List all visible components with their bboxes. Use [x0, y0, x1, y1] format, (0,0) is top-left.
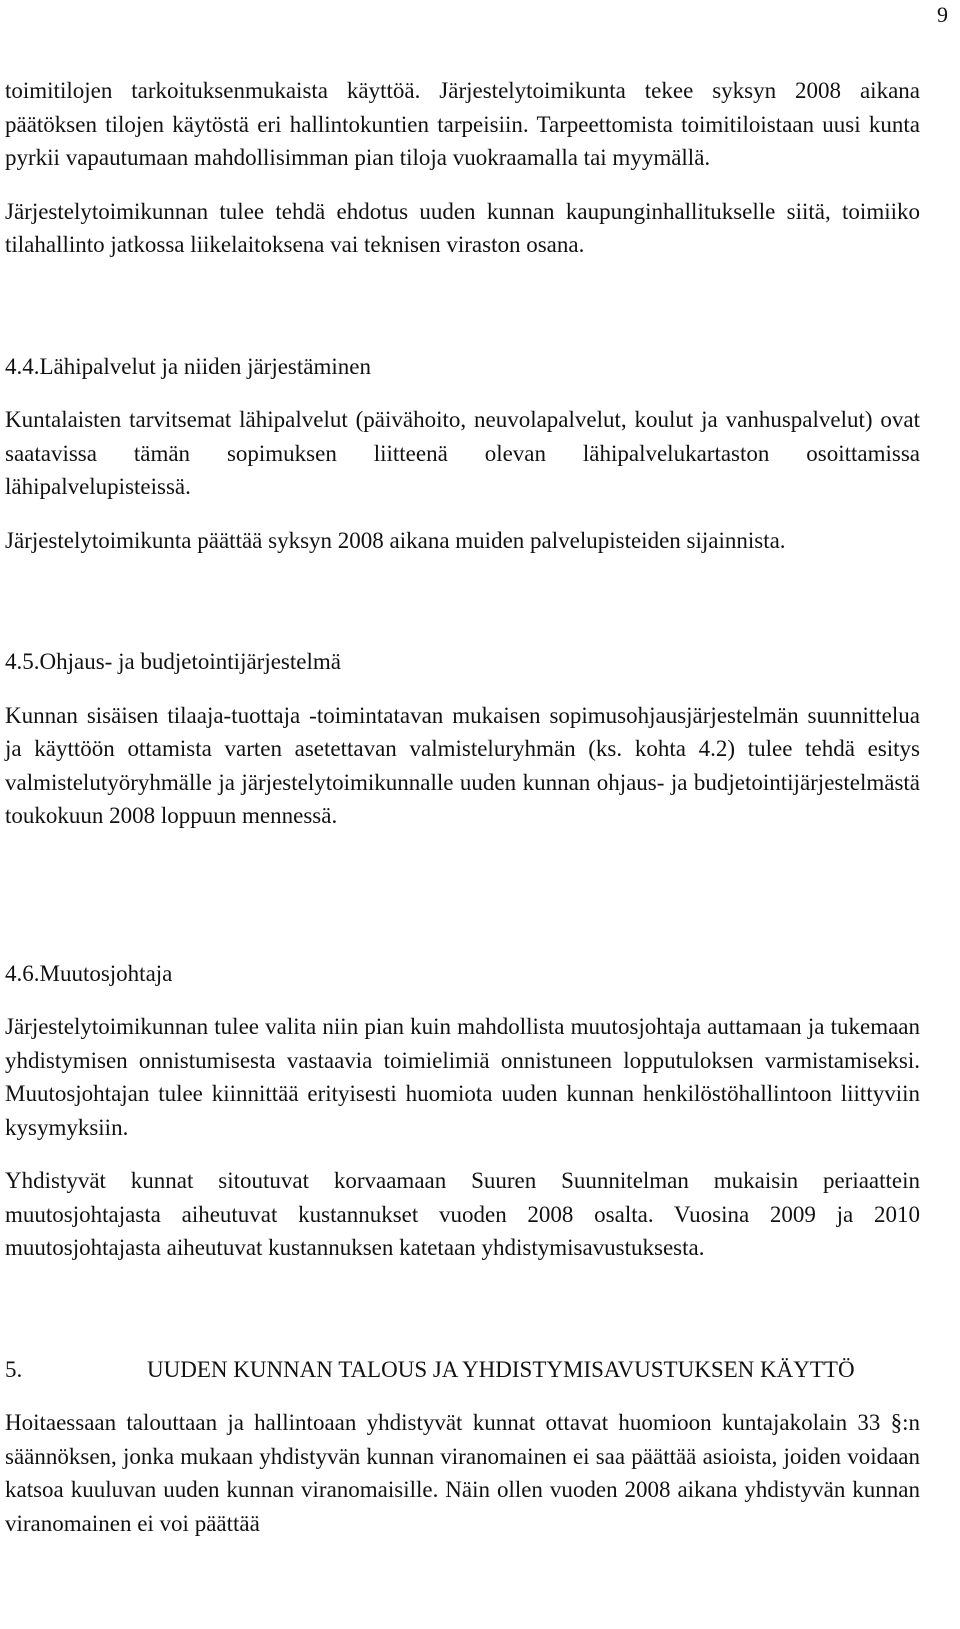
paragraph-premises-usage: toimitilojen tarkoituksenmukaista käyttöä. Järjestelytoimikunta tekee syksyn 2008 aikana päätöksen tilojen käytöstä eri hallintokuntien tarpeisiin. Tarpeettomista toimitiloistaan uusi kunta pyrkii vapautumaan mahdollisimman pian tiloja vuokraamalla tai myymällä. — [5, 78, 920, 170]
paragraph-change-manager-costs: Yhdistyvät kunnat sitoutuvat korvaamaan Suuren Suunnitelman mukaisin periaattein muutosjohtajasta aiheutuvat kustannukset vuoden 2008 osalta. Vuosina 2009 ja 2010 muutosjohtajasta aiheutuvat kustannuksen katetaan yhdistymisavustuksesta. — [5, 1168, 920, 1260]
paragraph-change-manager: Järjestelytoimikunnan tulee valita niin pian kuin mahdollista muutosjohtaja auttamaan ja tukemaan yhdistymisen onnistumisesta vastaavia toimielimiä onnistuneen lopputuloksen varmistamiseksi. Muutosjohtajan tulee kiinnittää erityisesti huomiota uuden kunnan henkilöstöhallintoon liittyviin kysymyksiin. — [5, 1014, 920, 1140]
paragraph-local-services: Kuntalaisten tarvitsemat lähipalvelut (päivähoito, neuvolapalvelut, koulut ja vanhuspalvelut) ovat saatavissa tämän sopimuksen liitteenä olevan lähipalvelukartaston osoittamissa lähipalvelupisteissä. — [5, 407, 920, 499]
section-heading-4-4: 4.4.Lähipalvelut ja niiden järjestäminen — [5, 353, 371, 379]
chapter-heading-5 — [5, 1353, 920, 1387]
chapter-number: 5. — [5, 1356, 23, 1382]
section-heading-4-5: 4.5.Ohjaus- ja budjetointijärjestelmä — [5, 649, 341, 674]
chapter-title: UUDEN KUNNAN TALOUS JA YHDISTYMISAVUSTUKSEN KÄYTTÖ — [147, 1356, 855, 1382]
page-number: 9 — [937, 2, 948, 27]
section-heading-4-6: 4.6.Muutosjohtaja — [5, 960, 173, 986]
paragraph-service-points: Järjestelytoimikunta päättää syksyn 2008 aikana muiden palvelupisteiden sijainnista. — [5, 527, 786, 553]
paragraph-premises-administration: Järjestelytoimikunnan tulee tehdä ehdotus uuden kunnan kaupunginhallitukselle siitä, toimiiko tilahallinto jatkossa liikelaitoksena vai teknisen viraston osana. — [5, 198, 920, 257]
page-body — [5, 74, 920, 1540]
paragraph-budgeting-system: Kunnan sisäisen tilaaja-tuottaja -toimintatavan mukaisen sopimusohjausjärjestelmän suunnittelua ja käyttöön ottamista varten asetettavan valmisteluryhmän (ks. kohta 4.2) tulee tehdä esitys valmistelutyöryhmälle ja järjestelytoimikunnalle uuden kunnan ohjaus- ja budjetointijärjestelmästä toukokuun 2008 loppuun mennessä. — [5, 702, 920, 828]
paragraph-finance-administration: Hoitaessaan talouttaan ja hallintoaan yhdistyvät kunnat ottavat huomioon kuntajakolain 33 §:n säännöksen, jonka mukaan yhdistyvän kunnan viranomainen ei saa päättää asioista, joiden voidaan katsoa kuuluvan uuden kunnan viranomaisille. Näin ollen vuoden 2008 aikana yhdistyvän kunnan viranomainen ei voi päättää — [5, 1410, 920, 1536]
